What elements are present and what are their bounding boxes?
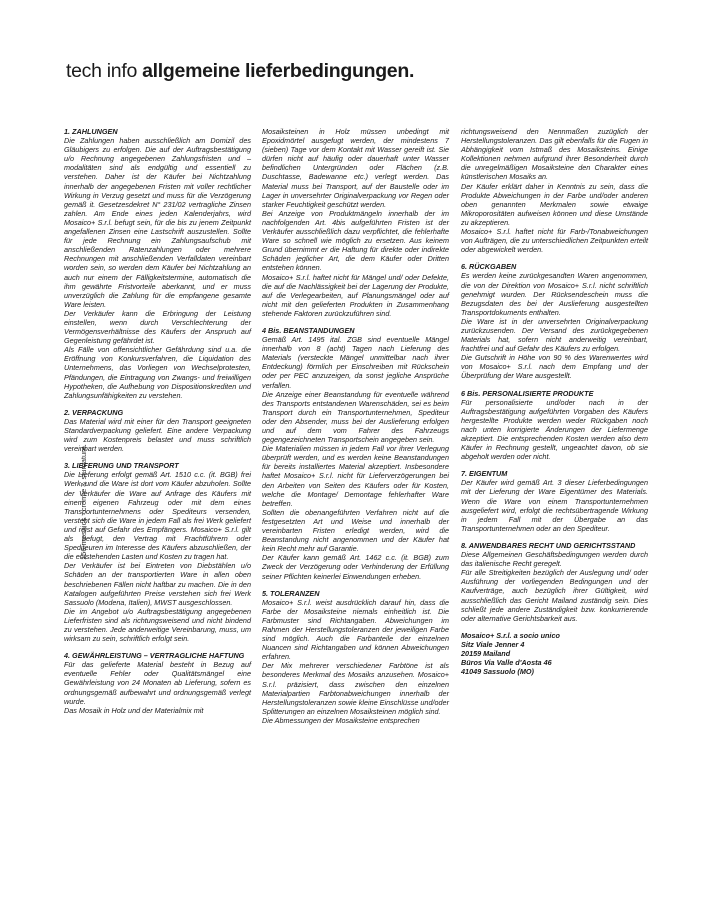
paragraph: Diese Allgemeinen Geschäftsbedingungen werden durch das italienische Recht geregelt. (461, 550, 648, 569)
column-2 (262, 127, 449, 725)
column-3 (461, 127, 648, 676)
paragraph: Die im Angebot u/o Auftragsbestätigung angegebenen Lieferfristen sind als richtungsweisend und nicht bindend zu verstehen. Jede anderweitige Vereinbarung, muss, um wirksam zu sein, schriftlich erfolgt sein. (64, 606, 251, 644)
company-name: Mosaico+ S.r.l. a socio unico (461, 630, 560, 640)
paragraph: Der Käufer wird gemäß Art. 3 dieser Lieferbedingungen mit der Lieferung der Ware Eigentümer des Materials. Wenn die Ware von einem Transportunternehmen ausgeliefert wird, erfolgt die rechtsübertragende Wirkung in jedem Fall mit der Übergabe an das Transportunternehmen oder an den Spediteur. (461, 478, 648, 533)
address-line: 41049 Sassuolo (MO) (461, 667, 534, 677)
page-title-light: tech info (66, 60, 143, 82)
page-title (66, 60, 414, 83)
section-heading: 8. ANWENDBARES RECHT UND GERICHTSSTAND (461, 540, 636, 550)
paragraph: Die Zahlungen haben ausschließlich am Domizil des Gläubigers zu erfolgen. Die auf der Auftragsbestätigung u/o Rechnung angegebenen Zahlungsfristen und –modalitäten sind als endgültig und essentiell zu verstehen. Daher ist der Käufer bei Nichtzahlung innerhalb der angegebenen Fristen mit voller rechtlicher Wirkung in Verzug gesetzt und muss für die Verzögerung gemäß it. Gesetzesdekret N° 231/02 vertragliche Zinsen zahlen. Am Ende eines jeden Kalenderjahrs, wird Mosaico+ S.r.l. befugt sein, für die bis zu jenem Zeitpunkt angefallenen Zinsen eine Lastschrift auszustellen. Sollte für jede Rechnung ein Zahlungsaufschub mit anschließenden Ratenzahlungen oder mehrere Rechnungen mit anschließenden Verfalldaten vereinbart worden sein, so werden dem Käufer bei Nichtzahlung an auch nur einem der Fälligkeitstermine, automatisch die ihm gewährte Fristvorteile aberkannt, und er muss unverzüglich die Zahlung für die empfangene gesamte Ware leisten. (64, 136, 251, 309)
section-heading: 4. GEWÄHRLEISTUNG – VERTRAGLICHE HAFTUNG (64, 651, 245, 661)
address-line: Büros Via Valle d'Aosta 46 (461, 658, 552, 668)
paragraph: Das Material wird mit einer für den Transport geeigneten Standardverpackung geliefert. Eine andere Verpackung wird zum Kostenpreis belastet und muss schriftlich vereinbart werden. (64, 416, 251, 454)
paragraph: Die Gutschrift in Höhe von 90 % des Warenwertes wird von Mosaico+ S.r.l. nach dem Empfang und der Überprüfung der Ware ausgestellt. (461, 353, 648, 381)
paragraph: Das Mosaik in Holz und der Materialmix mit (64, 705, 204, 715)
paragraph: Für personalisierte und/oder nach in der Auftragsbestätigung aufgeführten Vorgaben des Käufers hergestellte Produkte werden weder Rückgaben noch nach unten korrigierte Änderungen der Liefermenge akzeptiert. Die entsprechenden Kosten werden also dem Käufer in Rechnung gestellt, ungeachtet davon, ob sie abgeholt werden oder nicht. (461, 397, 648, 462)
section-heading: 1. ZAHLUNGEN (64, 127, 118, 136)
paragraph: Die Materialien müssen in jedem Fall vor ihrer Verlegung überprüft werden, und es werden keine Beanstandungen für bereits installiertes Material akzeptiert. Insbesondere haftet Mosaico+ S.r.l. nicht für Lieferverzögerungen bei den Arbeiten von Seiten des Käufers oder für Kosten, welche die Montage/ Demontage fehlerhafter Ware betreffen. (262, 444, 449, 508)
paragraph: Der Käufer erklärt daher in Kenntnis zu sein, dass die Produkte Abweichungen in der Farbe und/oder anderen oben genannten Merkmalen sowie etwaige Mikroporositäten aufweisen können und diese Umstände zu akzeptieren. (461, 181, 648, 227)
paragraph: Gemäß Art. 1495 ital. ZGB sind eventuelle Mängel innerhalb von 8 (acht) Tagen nach Lieferung des Materials (versteckte Mängel unmittelbar nach ihrer Entdeckung) förmlich per Einschreiben mit Rückschein oder per PEC anzuzeigen, da sonst jegliche Ansprüche verfallen. (262, 335, 449, 390)
side-label-text: 156 mosaics · cromie & sfumature. (79, 444, 88, 560)
section-heading: 4 Bis. BEANSTANDUNGEN (262, 325, 355, 335)
paragraph: Für alle Streitigkeiten bezüglich der Auslegung und/ oder Ausführung der vorliegenden Bedingungen und der Kaufverträge, auch bezüglich ihrer Gültigkeit, wird ausschließlich das Gericht Mailand zuständig sein. Dies schließt jede andere Zuständigkeit bzw. konkurrierende oder alternative Gerichtsbarkeit aus. (461, 568, 648, 623)
paragraph: Der Verkäufer ist bei Eintreten von Diebstählen u/o Schäden an der transportierten Ware in allen oben beschriebenen Fällen nicht haftbar zu machen. Die in den Katalogen aufgeführten Preise verstehen sich frei Werk Sassuolo (Modena, Italien), MWST ausgeschlossen. (64, 561, 251, 607)
address-line: 20159 Mailand (461, 648, 511, 658)
section-heading: 7. EIGENTUM (461, 469, 508, 479)
section-heading: 6. RÜCKGABEN (461, 262, 517, 272)
paragraph: Für das gelieferte Material besteht in Bezug auf eventuelle Fehler oder Qualitätsmängel eine Gewährleistung von 24 Monaten ab Lieferung, sofern es ordnungsgemäß aufbewahrt und ordnungsgemäß verlegt wurde. (64, 660, 251, 706)
paragraph: Der Käufer kann gemäß Art. 1462 c.c. (it. BGB) zum Zweck der Verzögerung oder Verhinderung der Erfüllung seiner Pflichten keinerlei Einwendungen erheben. (262, 553, 449, 581)
section-heading: 6 Bis. PERSONALISIERTE PRODUKTE (461, 388, 594, 398)
paragraph: Der Mix mehrerer verschiedener Farbtöne ist als besonderes Merkmal des Mosaiks anzusehen. Mosaico+ S.r.l. präzisiert, dass zwischen den einzelnen Materialpartien Farbtonabweichungen innerhalb der Herstellungstoleranzen sowie kleine Einschlüsse und/oder Splitterungen an einzelnen Mosaiksteinen möglich sind. (262, 661, 449, 716)
section-heading: 2. VERPACKUNG (64, 407, 124, 417)
paragraph: Mosaiksteinen in Holz müssen unbedingt mit Epoxidmörtel ausgefugt werden, der mindestens 7 (sieben) Tage vor dem Kontakt mit Wasser gereift ist. Sie dürfen nicht auf häufig oder dauerhaft unter Wasser befindlichen Untergründen oder Flächen (z.B. Duschtasse, Badewanne etc.) verlegt werden. Das Material muss bei Transport, auf der Baustelle oder im Lager in unversehrter Originalverpackung vor Regen oder starker Feuchtigkeit geschützt werden. (262, 127, 449, 209)
paragraph: Es werden keine zurückgesandten Waren angenommen, die von der Direktion von Mosaico+ S.r.l. nicht schriftlich genehmigt wurden. Der Rücksendeschein muss die Bezugsdaten des bei der Auslieferung ausgestellten Transportdokuments enthalten. (461, 271, 648, 317)
address-line: Sitz Viale Jenner 4 (461, 639, 525, 649)
paragraph: Die Abmessungen der Mosaiksteine entsprechen (262, 715, 420, 725)
paragraph: Die Lieferung erfolgt gemäß Art. 1510 c.c. (it. BGB) frei Werk, und die Ware ist dort vom Käufer abzuholen. Sollte der Verkäufer die Ware auf Anfrage des Käufers mit einem eigenen Fahrzeug oder mit dem eines Transportunternehmens oder Spediteurs versenden, versteht sich die Ware in jedem Fall als frei Werk geliefert und reist auf Gefahr des Empfängers. Mosaico+ S.r.l. gilt als befugt, den Vertrag mit Frachtführern oder Spediteuren im Interesse des Käufers abzuschließen, der die entstehenden Lasten und Kosten zu tragen hat. (64, 470, 251, 562)
section-heading: 5. TOLERANZEN (262, 588, 320, 598)
paragraph: Mosaico+ S.r.l. haftet nicht für Farb-/Tonabweichungen von Aufträgen, die zu unterschiedlichen Zeitpunkten erteilt oder abgewickelt werden. (461, 227, 648, 255)
paragraph: Mosaico+ S.r.l. haftet nicht für Mängel und/ oder Defekte, die auf die Nachlässigkeit bei der Lagerung der Produkte, auf die Verlegearbeiten, auf Planungsmängel oder auf nicht mit den gelieferten Produkten in Zusammenhang stehende Faktoren zurückzuführen sind. (262, 272, 449, 318)
column-1 (64, 127, 251, 715)
paragraph: Der Verkäufer kann die Erbringung der Leistung einstellen, wenn durch Verschlechterung der Vermögensverhältnisse des Käufers der Anspruch auf Gegenleistung gefährdet ist. (64, 308, 251, 346)
section-heading: 3. LIEFERUNG UND TRANSPORT (64, 461, 179, 471)
paragraph: Bei Anzeige von Produktmängeln innerhalb der im nachfolgenden Art. 4bis aufgeführten Fristen ist der Verkäufer ausschließlich dazu verpflichtet, die fehlerhafte Ware so schnell wie möglich zu ersetzen. Aus keinem Grund übernimmt er die Haftung für direkte oder indirekte Schäden jeglicher Art, die dem Käufer oder Dritten entstehen können. (262, 208, 449, 273)
page-title-bold: allgemeine lieferbedingungen. (142, 60, 415, 82)
paragraph: Die Ware ist in der unversehrten Originalverpackung zurückzusenden. Der Versand des zurückgegebenen Materials hat, sofern nicht anderweitig vereinbart, frachtfrei und auf Gefahr des Käufers zu erfolgen. (461, 316, 648, 354)
paragraph: Als Fälle von offensichtlicher Gefährdung sind u.a. die Eröffnung von Konkursverfahren, die Liquidation des Unternehmens, das Vorliegen von Wechselprotesten, Pfändungen, die Eintragung von Zwangs- und freiwilligen Hypotheken, die Aufhebung von Dispositionskrediten und Zahlungsunfähigkeiten zu verstehen. (64, 345, 251, 400)
paragraph: Die Anzeige einer Beanstandung für eventuelle während des Transports entstandenen Warenschäden, sei es beim Transport durch ein Transportunternehmen, Spediteur oder den Absender, muss bei der Auslieferung erfolgen und auf dem vom Fahrer des Fahrzeugs gegengezeichneten Transportschein angegeben sein. (262, 389, 449, 445)
paragraph: richtungsweisend den Nennmaßen zuzüglich der Herstellungstoleranzen. Das gilt ebenfalls für die Fugen in Abhängigkeit vom Istmaß des Mosaiksteins. Einige Kollektionen nehmen aufgrund ihrer Besonderheit durch die unregelmäßigen Mosaiksteine den Charakter eines künstlerischen Mosaiks an. (461, 127, 648, 182)
paragraph: Sollten die obenangeführten Verfahren nicht auf die festgesetzten Art und Weise und innerhalb der vereinbarten Fristen erledigt werden, wird die Beanstandung nicht angenommen und der Käufer hat kein Recht mehr auf Garantie. (262, 507, 449, 554)
paragraph: Mosaico+ S.r.l. weist ausdrücklich darauf hin, dass die Farbe der Mosaiksteine niemals einheitlich ist. Die Farbmuster sind Richtangaben. Abweichungen im Rahmen der Herstellungstoleranzen der jeweiligen Farbe sind möglich. Auch die Farbanteile der einzelnen Nuancen sind Richtangaben und können Abweichungen erfahren. (262, 597, 449, 662)
